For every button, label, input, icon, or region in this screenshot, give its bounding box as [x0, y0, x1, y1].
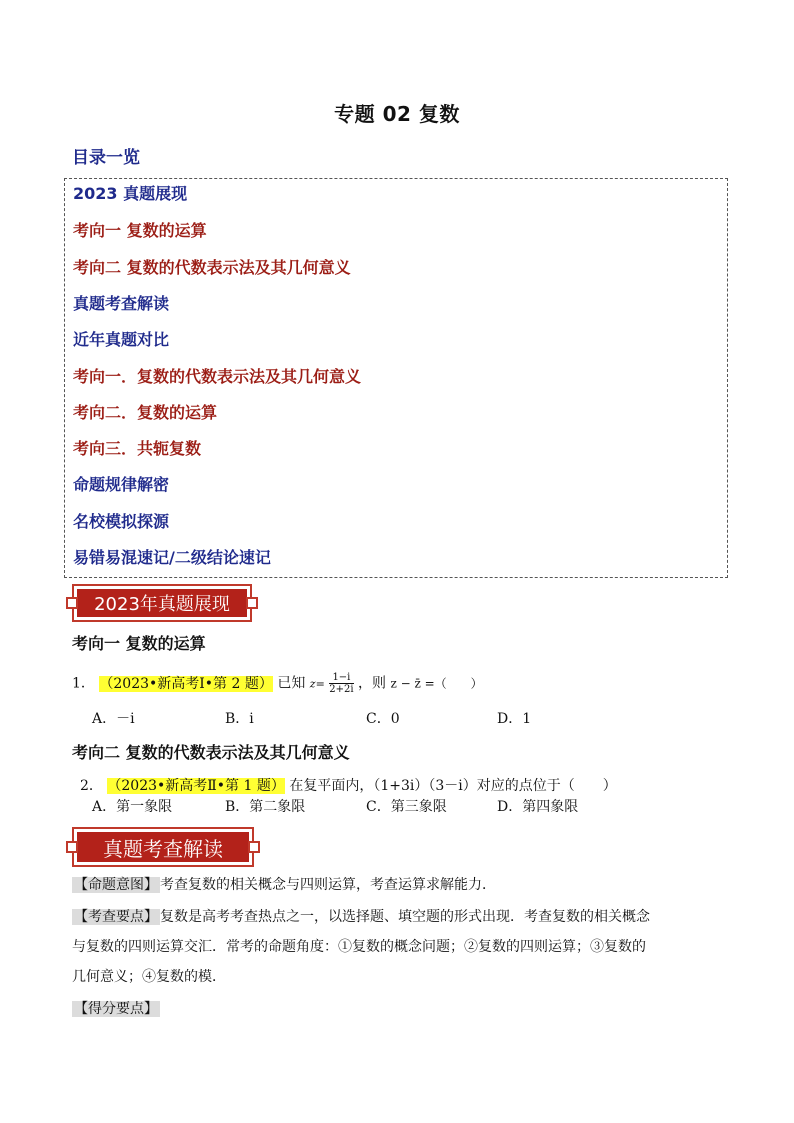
q2-option-c[interactable]: C．第三象限: [366, 799, 447, 815]
toc-item-sub-direction-3[interactable]: 考向三．共轭复数: [73, 439, 202, 458]
q1-source-c: 题）: [244, 675, 273, 692]
intent-paragraph: [72, 870, 732, 900]
question-1-text-b: ，则: [358, 675, 387, 692]
fraction-numerator: 1−i: [329, 672, 353, 684]
question-1: [72, 672, 483, 695]
q1-source-b: 2: [231, 675, 241, 692]
q2-option-d[interactable]: D．第四象限: [497, 799, 579, 815]
q2-source-b: 1: [243, 778, 253, 794]
q2-source-c: 题）: [256, 778, 285, 794]
toc-item-sub-direction-2[interactable]: 考向二．复数的运算: [73, 403, 218, 422]
points-line-1: [72, 902, 732, 932]
question-1-source: [99, 676, 273, 692]
fraction-denominator: 2+2i: [329, 684, 354, 695]
question-1-fraction: [329, 672, 353, 695]
q2-option-a[interactable]: A．第一象限: [92, 799, 173, 815]
q1-option-d[interactable]: D．1: [497, 711, 532, 727]
q1-source-a: （2023•新高考Ⅰ•第: [99, 675, 228, 692]
toc-item-mistakes[interactable]: 易错易混速记/二级结论速记: [73, 548, 271, 567]
question-2-text: 在复平面内，（1+3i）（3－i）对应的点位于（ ）: [289, 778, 617, 794]
question-2: [80, 775, 617, 795]
intent-tag: 【命题意图】: [74, 877, 158, 893]
question-1-eq: =: [315, 677, 325, 691]
points-line-3: 几何意义；④复数的模．: [72, 969, 226, 985]
banner2-corner-left: [66, 841, 78, 853]
points-paragraph: [72, 902, 732, 992]
score-paragraph: [72, 994, 160, 1024]
toc-item-direction-2[interactable]: 考向二 复数的代数表示法及其几何意义: [73, 258, 351, 277]
banner-2023: [72, 584, 252, 622]
section-heading-2: 考向二 复数的代数表示法及其几何意义: [72, 743, 350, 762]
points-line-2: 与复数的四则运算交汇．常考的命题角度：①复数的概念问题；②复数的四则运算；③复数的: [72, 939, 646, 955]
q1-option-a[interactable]: A．－i: [92, 711, 135, 727]
banner-corner-right: [246, 597, 258, 609]
toc-item-direction-1[interactable]: 考向一 复数的运算: [73, 221, 207, 240]
banner-interpretation-label: 真题考查解读: [76, 831, 250, 863]
score-tag: 【得分要点】: [74, 1001, 158, 1017]
question-2-source: [107, 778, 285, 794]
points-tag: 【考查要点】: [74, 909, 158, 925]
question-1-var-z: z: [309, 677, 316, 691]
question-1-expression: z − z̄ =（ ）: [390, 676, 483, 691]
toc-item-comparison[interactable]: 近年真题对比: [73, 330, 170, 349]
toc-item-sub-direction-1[interactable]: 考向一．复数的代数表示法及其几何意义: [73, 367, 362, 386]
question-1-number: 1．: [72, 675, 95, 692]
banner-interpretation: [72, 827, 254, 867]
points-line-1-text: 复数是高考考查热点之一，以选择题、填空题的形式出现．考查复数的相关概念: [160, 909, 650, 925]
q2-option-b[interactable]: B．第二象限: [225, 799, 306, 815]
banner-2023-label: 2023年真题展现: [76, 588, 248, 618]
toc-item-mock[interactable]: 名校模拟探源: [73, 512, 170, 531]
question-1-text-a: 已知: [277, 675, 306, 692]
toc-item-2023[interactable]: 2023 真题展现: [73, 184, 188, 203]
q2-source-a: （2023•新高考Ⅱ•第: [107, 778, 240, 794]
page-title: 专题 02 复数: [334, 102, 460, 126]
banner-corner-left: [66, 597, 78, 609]
intent-text: 考查复数的相关概念与四则运算，考查运算求解能力．: [160, 877, 496, 893]
section-heading-1: 考向一 复数的运算: [72, 634, 206, 653]
question-2-number: 2．: [80, 778, 103, 794]
toc-heading: 目录一览: [72, 148, 140, 168]
banner2-corner-right: [248, 841, 260, 853]
toc-item-rules[interactable]: 命题规律解密: [73, 475, 170, 494]
toc-box: [64, 178, 728, 578]
toc-item-interpretation[interactable]: 真题考查解读: [73, 294, 170, 313]
q1-option-c[interactable]: C．0: [366, 711, 400, 727]
q1-option-b[interactable]: B．i: [225, 711, 254, 727]
